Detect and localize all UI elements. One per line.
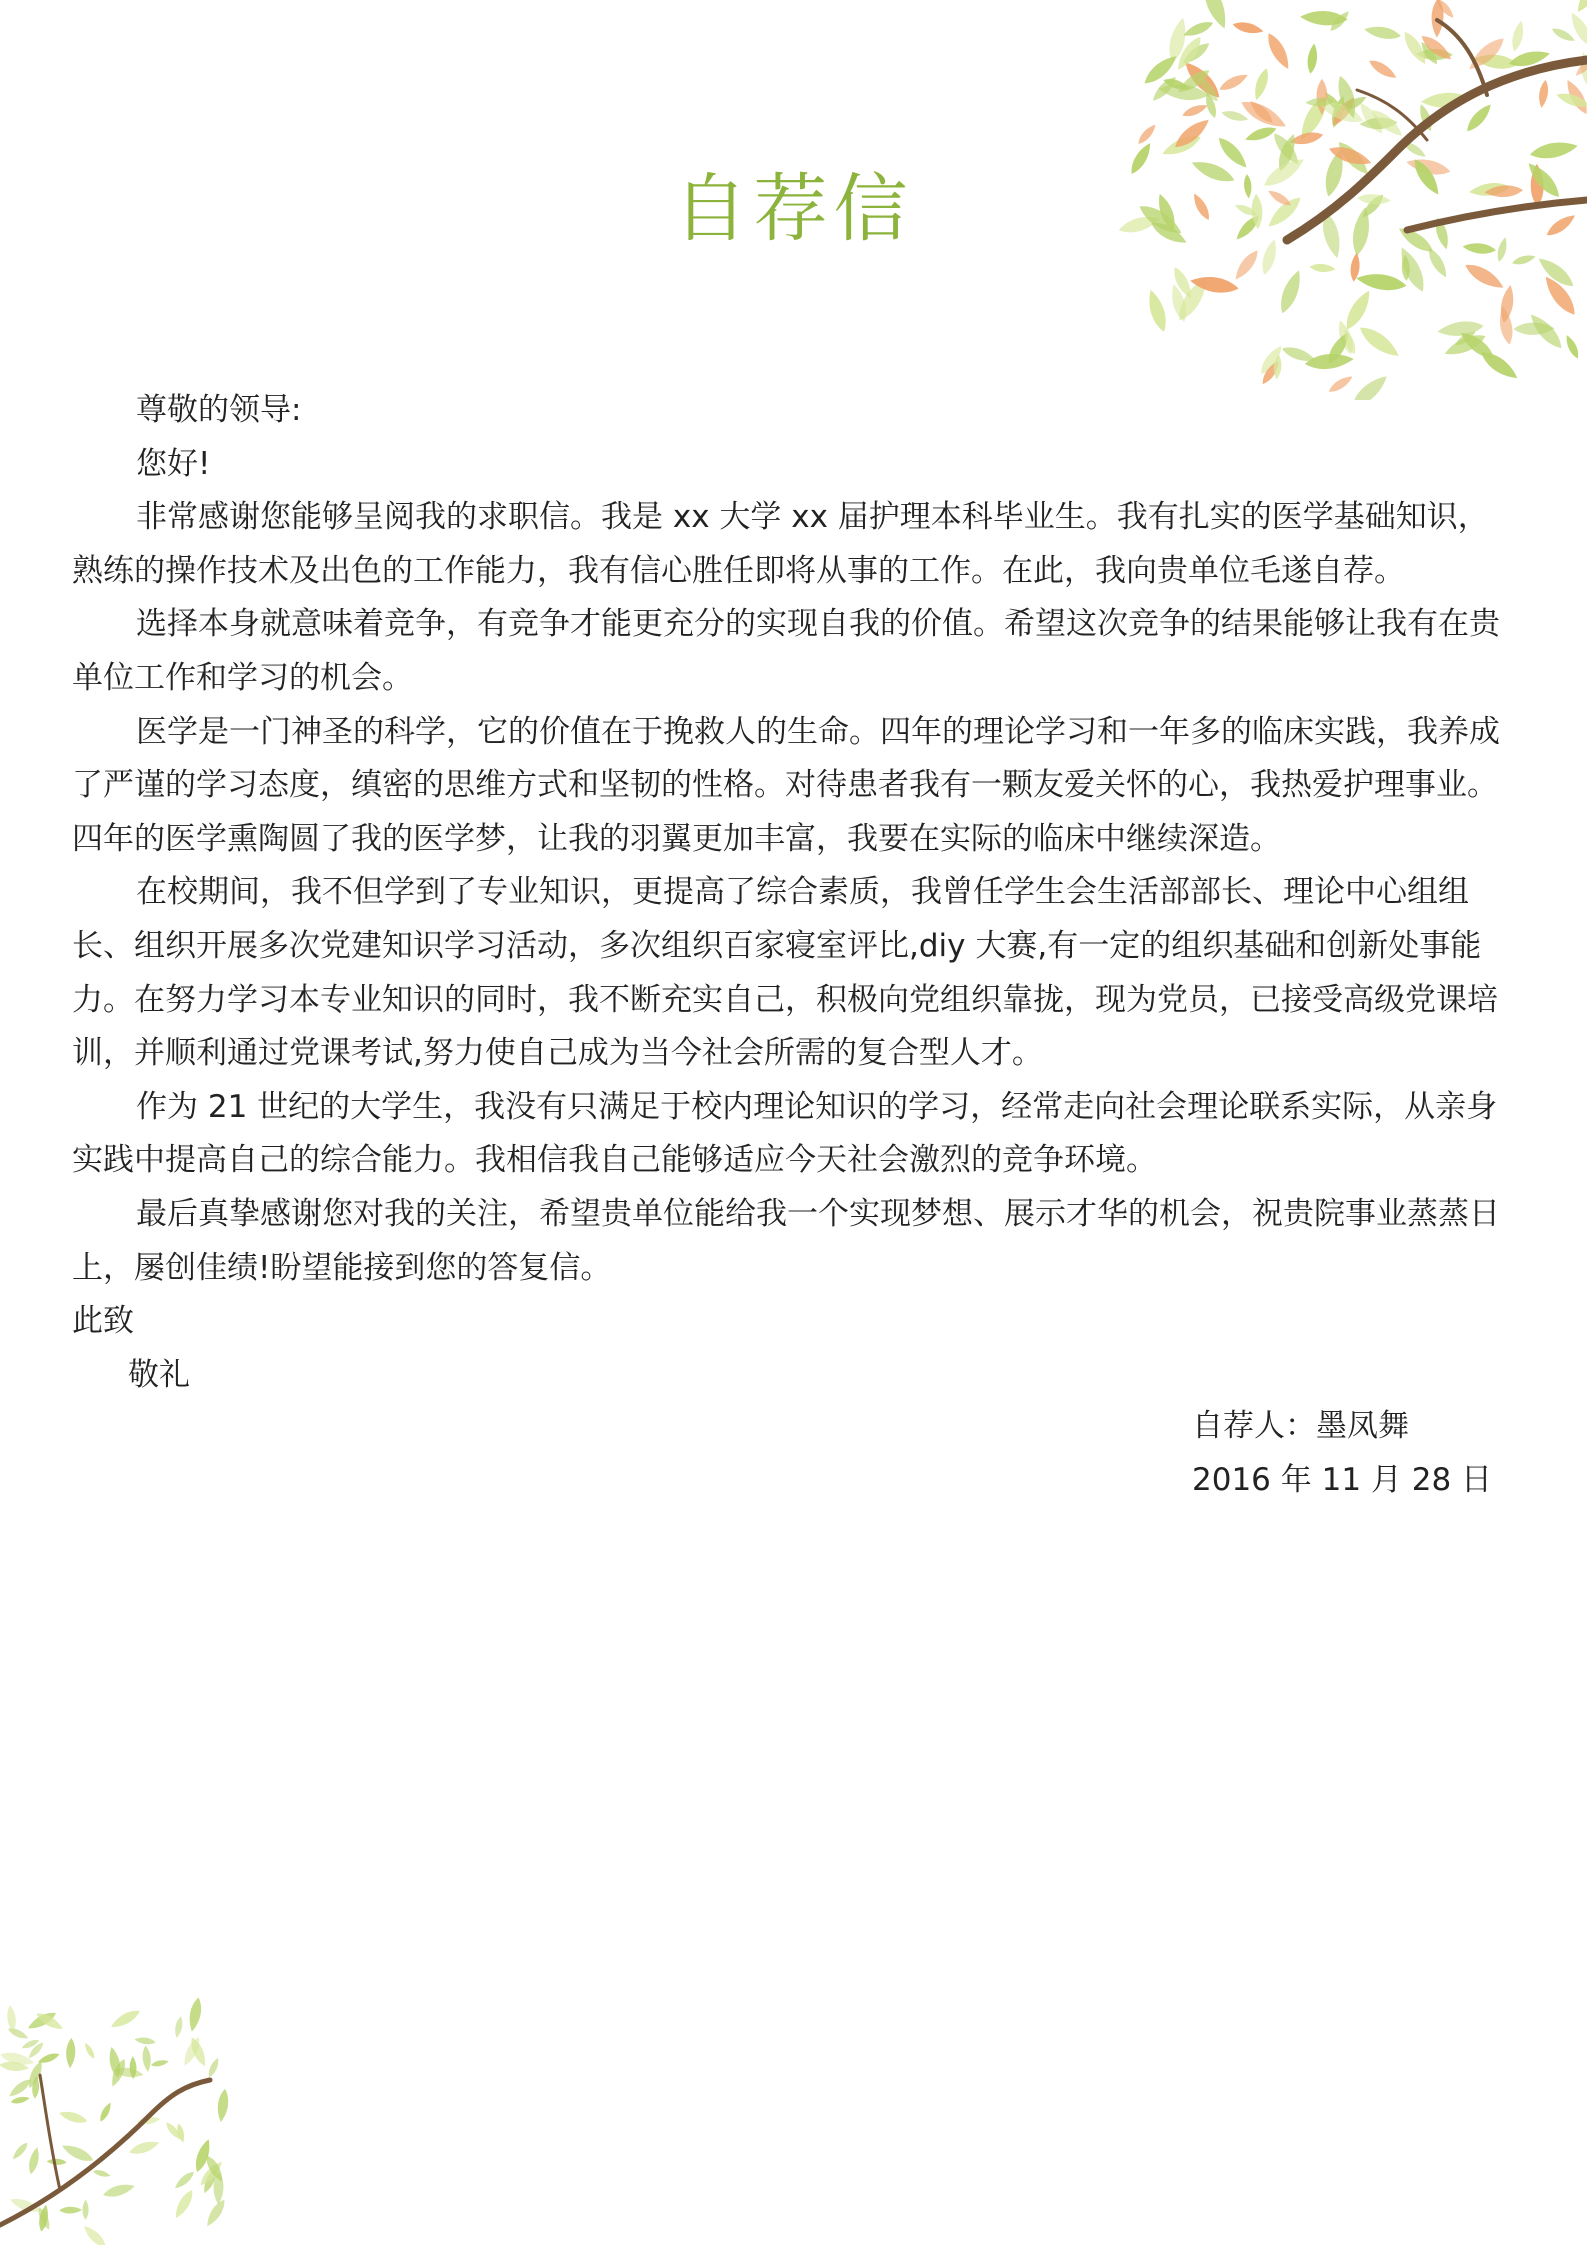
leaf-shape	[81, 2223, 109, 2245]
leaf-shape	[1463, 101, 1495, 135]
leaf-shape	[1567, 10, 1587, 49]
leaf-shape	[83, 2041, 97, 2060]
signature-date: 2016 年 11 月 28 日	[1192, 1461, 1493, 1498]
leaf-shape	[47, 2158, 67, 2165]
leaf-shape	[10, 2141, 29, 2162]
leaf-shape	[102, 2181, 136, 2200]
leaf-shape	[206, 2056, 221, 2078]
leaf-shape	[128, 2138, 161, 2157]
leaf-shape	[173, 2016, 184, 2039]
paragraph-5: 作为 21 世纪的大学生，我没有只满足于校内理论知识的学习，经常走向社会理论联系实际，从亲身实践中提高自己的综合能力。我相信我自己能够适应今天社会激烈的竞争环境。	[72, 1088, 1498, 1179]
leaf-shape	[82, 2199, 88, 2219]
leaf-shape	[1356, 322, 1403, 362]
leaf-shape	[1251, 67, 1271, 102]
leaf-shape	[1232, 20, 1265, 36]
page-title: 自荐信	[673, 166, 914, 252]
leaf-shape	[1363, 24, 1402, 42]
paragraph-2: 选择本身就意味着竞争，有竞争才能更充分的实现自我的价值。希望这次竞争的结果能够让我有在贵单位工作和学习的机会。	[72, 606, 1500, 696]
leaf-shape	[1462, 259, 1507, 293]
leaf-shape	[58, 2109, 89, 2126]
leaf-shape	[1276, 268, 1305, 316]
paragraph-1: 非常感谢您能够呈阅我的求职信。我是 xx 大学 xx 届护理本科毕业生。我有扎实的医学基础知识，熟练的操作技术及出色的工作能力，我有信心胜任即将从事的工作。在此，我向贵单位毛遂自荐。	[72, 499, 1489, 589]
leaf-shape	[59, 2206, 82, 2213]
leaf-shape	[92, 2168, 111, 2178]
leaf-shape	[1244, 124, 1278, 144]
leaf-shape	[1309, 263, 1336, 273]
leaf-shape	[142, 2045, 152, 2072]
leaf-shape	[172, 2188, 197, 2221]
paragraph-3: 医学是一门神圣的科学，它的价值在于挽救人的生命。四年的理论学习和一年多的临床实践，我养成了严谨的学习态度，缜密的思维方式和坚韧的性格。对待患者我有一颗友爱关怀的心，我热爱护理事业。四年的医学熏陶圆了我的医学梦，让我的羽翼更加丰富，我要在实际的临床中继续深造。	[72, 713, 1500, 857]
leaf-shape	[1136, 122, 1159, 146]
leaf-shape	[203, 2197, 228, 2228]
leaf-shape	[134, 2036, 156, 2045]
leaf-shape	[7, 2026, 30, 2042]
paragraph-4: 在校期间，我不但学到了专业知识，更提高了综合素质，我曾任学生会生活部部长、理论中心组组长、组织开展多次党建知识学习活动，多次组织百家寝室评比,diy 大赛,有一定的组织基础和创新处事能力。在努力学习本专业知识的同时，我不断充实自己，积极向党组织靠拢，现为党员，已接受高级党课培训，并顺利通过党课考试,努力使自己成为当今社会所需的复合型人才。	[72, 874, 1498, 1072]
leaf-shape	[187, 1996, 204, 2032]
leaf-shape	[27, 2146, 42, 2175]
leaf-shape	[1537, 79, 1550, 108]
leaf-shape	[1510, 20, 1526, 53]
leaf-shape	[109, 2007, 143, 2032]
leaf-shape	[10, 2095, 30, 2105]
leaf-shape	[1550, 25, 1577, 44]
leaf-shape	[6, 2005, 17, 2033]
leaf-shape	[1181, 102, 1209, 119]
leaf-shape	[1367, 57, 1399, 82]
paragraph-6: 最后真挚感谢您对我的关注，希望贵单位能给我一个实现梦想、展示才华的机会，祝贵院事业蒸蒸日上，屡创佳绩!盼望能接到您的答复信。	[72, 1195, 1500, 1286]
leaf-shape	[1355, 271, 1407, 294]
leaf-shape	[1263, 30, 1293, 72]
leaf-shape	[1217, 71, 1250, 94]
leaf-shape	[216, 2088, 230, 2122]
leaf-shape	[98, 2101, 114, 2123]
salutation: 尊敬的领导:	[136, 392, 302, 428]
greeting: 您好!	[136, 445, 211, 482]
leaf-shape	[1182, 18, 1215, 39]
tree-branch-decoration-bottom	[0, 1995, 260, 2245]
signature-block	[1192, 1400, 1492, 1507]
leaf-shape	[1306, 43, 1319, 74]
leaf-shape	[1573, 0, 1587, 15]
leaf-shape	[173, 2169, 197, 2191]
leaf-shape	[1563, 334, 1581, 361]
leaf-shape	[1220, 109, 1249, 124]
signature-name: 自荐人：墨凤舞	[1192, 1408, 1409, 1444]
leaf-shape	[150, 2059, 169, 2068]
leaf-shape	[65, 2038, 75, 2069]
closing-line-2: 敬礼	[128, 1356, 190, 1393]
letter-body	[72, 384, 1518, 1402]
leaf-shape	[1144, 288, 1170, 334]
leaf-shape	[1497, 306, 1515, 346]
leaf-shape	[1304, 352, 1354, 372]
leaf-shape	[1341, 287, 1375, 333]
closing-line-1: 此致	[72, 1303, 134, 1340]
